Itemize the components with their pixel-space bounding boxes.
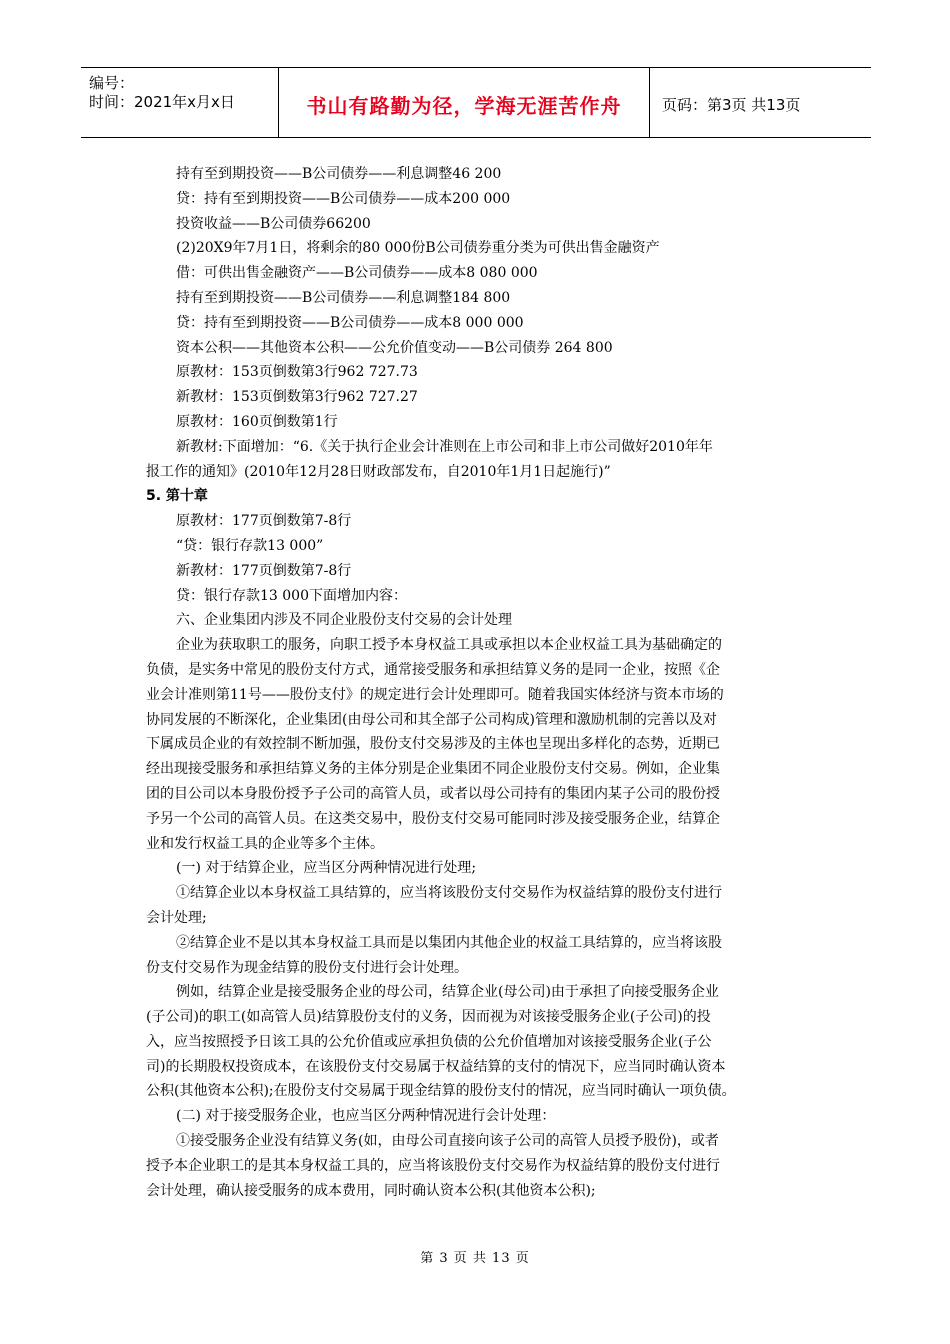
text-line: 公积(其他资本公积);在股份支付交易属于现金结算的股份支付的情况，应当同时确认一项负债。: [146, 1083, 736, 1100]
text-line: 持有至到期投资——B公司债券——利息调整46 200: [176, 166, 502, 182]
text-line: 业和发行权益工具的企业等多个主体。: [146, 835, 384, 852]
text-line: 例如，结算企业是接受服务企业的母公司，结算企业(母公司)由于承担了向接受服务企业: [176, 984, 719, 1001]
text-line: 入，应当按照授予日该工具的公允价值或应承担负债的公允价值增加对该接受服务企业(子公: [146, 1033, 712, 1050]
header-right-cell: [650, 68, 871, 137]
text-line: 新教材:下面增加：“6.《关于执行企业会计准则在上市公司和非上市公司做好2010年年: [176, 438, 713, 455]
text-line: 原教材：160页倒数第1行: [176, 413, 338, 430]
header-table: [81, 67, 871, 138]
motto: 书山有路勤为径，学海无涯苦作舟: [306, 94, 622, 118]
text-line: 团的目公司以本身股份授予子公司的高管人员，或者以母公司持有的集团内某子公司的股份授: [146, 785, 720, 802]
text-line: (子公司)的职工(如高管人员)结算股份支付的义务，因而视为对该接受服务企业(子公司)的投: [146, 1009, 711, 1026]
page-footer: 第 3 页 共 13 页: [420, 1251, 530, 1266]
text-line: 下属成员企业的有效控制不断加强，股份支付交易涉及的主体也呈现出多样化的态势，近期已: [146, 736, 720, 753]
text-line: 予另一个公司的高管人员。在这类交易中，股份支付交易可能同时涉及接受服务企业，结算企: [146, 810, 720, 827]
text-line: 司)的长期股权投资成本，在该股份支付交易属于权益结算的支付的情况下，应当同时确认资本: [146, 1058, 726, 1075]
page-code: 页码：第3页 共13页: [662, 96, 801, 114]
text-line: 负债，是实务中常见的股份支付方式，通常接受服务和承担结算义务的是同一企业，按照《企: [146, 661, 720, 678]
text-line: (二) 对于接受服务企业，也应当区分两种情况进行会计处理：: [176, 1108, 556, 1125]
number-label: 编号：: [89, 74, 135, 92]
text-line: 份支付交易作为现金结算的股份支付进行会计处理。: [146, 959, 468, 976]
date-line: 时间：2021年x月x日: [89, 93, 235, 111]
text-line: 借：可供出售金融资产——B公司债券——成本8 080 000: [176, 265, 538, 282]
text-line: (2)20X9年7月1日，将剩余的80 000份B公司债券重分类为可供出售金融资产: [176, 240, 660, 257]
text-line: ②结算企业不是以其本身权益工具而是以集团内其他企业的权益工具结算的，应当将该股: [176, 934, 722, 951]
text-line: 经出现接受服务和承担结算义务的主体分别是企业集团不同企业股份支付交易。例如，企业集: [146, 761, 720, 778]
text-line: 六、企业集团内涉及不同企业股份支付交易的会计处理: [176, 612, 512, 629]
text-line: 业会计准则第11号——股份支付》的规定进行会计处理即可。随着我国实体经济与资本市场的: [146, 686, 724, 703]
header-middle-cell: [279, 68, 650, 137]
text-line: 原教材：177页倒数第7-8行: [176, 513, 352, 530]
text-line: 企业为获取职工的服务，向职工授予本身权益工具或承担以本企业权益工具为基础确定的: [176, 637, 722, 654]
text-line: 协同发展的不断深化，企业集团(由母公司和其全部子公司构成)管理和激励机制的完善以及对: [146, 711, 717, 728]
text-line: (一) 对于结算企业，应当区分两种情况进行处理;: [176, 860, 477, 877]
text-line: 授予本企业职工的是其本身权益工具的，应当将该股份支付交易作为权益结算的股份支付进行: [146, 1157, 720, 1174]
text-line: 贷：银行存款13 000下面增加内容：: [176, 587, 407, 604]
text-line: 贷：持有至到期投资——B公司债券——成本200 000: [176, 190, 511, 207]
text-line: ①接受服务企业没有结算义务(如，由母公司直接向该子公司的高管人员授予股份)，或者: [176, 1133, 719, 1150]
text-line: 会计处理，确认接受服务的成本费用，同时确认资本公积(其他资本公积);: [146, 1182, 596, 1199]
text-line: ①结算企业以本身权益工具结算的，应当将该股份支付交易作为权益结算的股份支付进行: [176, 885, 722, 902]
text-line: 持有至到期投资——B公司债券——利息调整184 800: [176, 289, 511, 306]
section-heading: 5. 第十章: [146, 488, 208, 505]
document-body: [146, 162, 806, 1203]
text-line: 贷：持有至到期投资——B公司债券——成本8 000 000: [176, 314, 524, 331]
text-line: 会计处理;: [146, 909, 207, 926]
text-line: 报工作的通知》(2010年12月28日财政部发布，自2010年1月1日起施行)”: [146, 463, 611, 480]
text-line: 新教材：177页倒数第7-8行: [176, 562, 352, 579]
text-line: “贷：银行存款13 000”: [176, 537, 324, 554]
text-line: 投资收益——B公司债券66200: [176, 215, 371, 232]
text-line: 资本公积——其他资本公积——公允价值变动——B公司债券 264 800: [176, 339, 613, 356]
text-line: 新教材：153页倒数第3行962 727.27: [176, 389, 418, 406]
header-left-cell: [81, 68, 279, 137]
text-line: 原教材：153页倒数第3行962 727.73: [176, 364, 418, 381]
